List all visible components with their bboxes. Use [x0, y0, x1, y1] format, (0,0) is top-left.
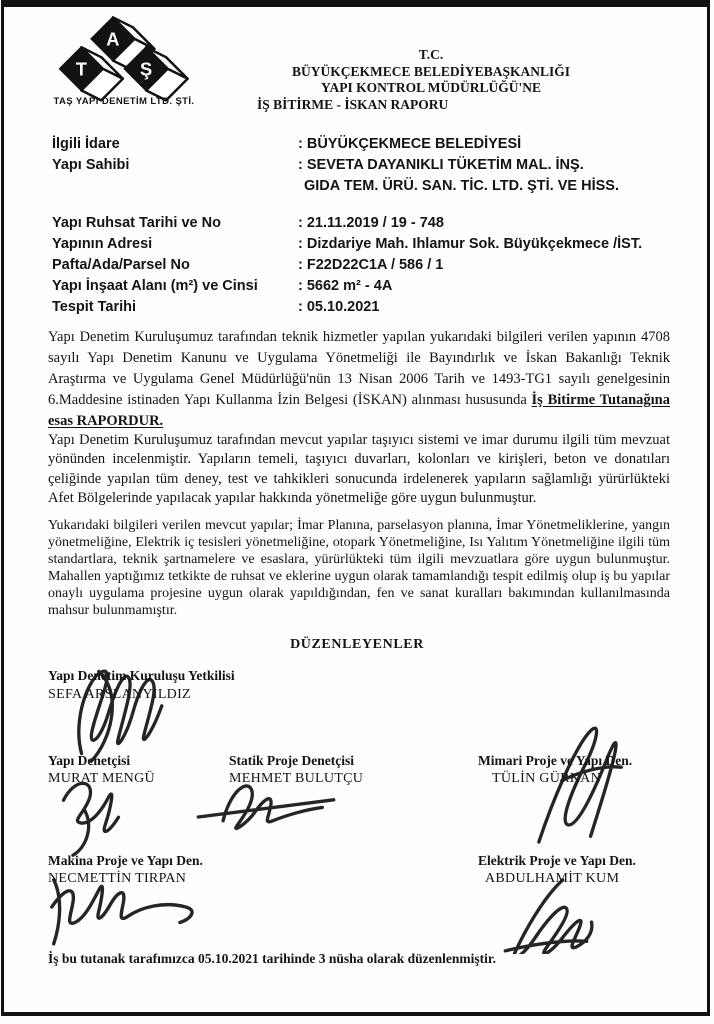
field-label: Yapı Ruhsat Tarihi ve No: [52, 215, 221, 231]
header-line-directorate: YAPI KONTROL MÜDÜRLÜĞÜ'NE: [320, 80, 542, 95]
field-label: Tespit Tarihi: [52, 299, 137, 315]
signatory-name: ABDULHAMİT KUM: [485, 871, 620, 886]
signatory-title: Makina Proje ve Yapı Den.: [48, 853, 203, 868]
paragraph-text: Yapı Denetim Kuruluşumuz tarafından teknik hizmetler yapılan yukarıdaki bilgileri verilen yapının 4708 sayılı Yapı Denetim Kanunu ve Uygulama Yönetmeliği ile Bayındırlık ve İskan Bakanlığı Teknik Araştırma ve Uygulama Genel Müdürlüğü'nün 13 Nisan 2006 Tarih ve 1493-TG1 sayılı genelgesinin 6.Maddesine istinaden Yapı Kullanma İzin Belgesi (İSKAN) alınması hususunda: [48, 328, 670, 408]
logo-caption: TAŞ YAPI DENETİM LTD. ŞTİ.: [53, 96, 195, 107]
field-tespit-tarihi: [52, 299, 684, 319]
field-value: : Dizdariye Mah. Ihlamur Sok. Büyükçekmece /İST.: [298, 236, 643, 252]
signatory-title: Statik Proje Denetçisi: [229, 753, 354, 768]
signature-tulin-gurkan: [512, 718, 627, 850]
paragraph-compliance: Yukarıdaki bilgileri verilen mevcut yapılar; İmar Planına, parselasyon planına, İmar Yönetmeliklerine, yangın yönetmeliğine, Elektrik iç tesisleri yönetmeliğine, otopark Yönetmeliğine, Isı Yalıtım Yönetmeliğine ilgili tüm standartlara, teknik şartnamelere ve esaslara, yürürlükteki tüm ilgili mevzuatlara göre uygun bulunmuştur. Mahallen yaptığımız tetkikte de ruhsat ve eklerine uygun olarak tamamlandığı tespit edilmiş olup iş bu yapılar onaylı uygulama projesine uygun olarak yapıldığından, fen ve sanat kuralları bakımından kullanılmasında mahsur bulunmamıştır.: [48, 518, 670, 618]
signatory-title: Yapı Denetçisi: [48, 753, 131, 768]
field-yapi-sahibi: [52, 157, 684, 177]
signature-murat-mengu: [52, 768, 147, 858]
paragraph-report-basis: [48, 327, 670, 432]
signature-necmettin-tirpan: [44, 862, 209, 950]
signatory-name: MURAT MENGÜ: [48, 771, 155, 786]
field-value: : 05.10.2021: [298, 299, 380, 315]
footer-note: İş bu tutanak tarafımızca 05.10.2021 tarihinde 3 nüsha olarak düzenlenmiştir.: [48, 951, 497, 966]
field-value: : 5662 m² - 4A: [298, 278, 393, 294]
logo-letter-s: Ş: [139, 58, 153, 80]
signatory-name: TÜLİN GÜRKAN: [492, 771, 601, 786]
signatory-name: NECMETTİN TIRPAN: [48, 871, 187, 886]
field-value: : F22D22C1A / 586 / 1: [298, 257, 444, 273]
signature-sefa-arslanyildiz: [68, 660, 183, 765]
field-label: Pafta/Ada/Parsel No: [52, 257, 190, 273]
signatory-title: Mimari Proje ve Yapı Den.: [478, 753, 633, 768]
field-value: : BÜYÜKÇEKMECE BELEDİYESİ: [298, 136, 522, 152]
field-label: Yapı Sahibi: [52, 157, 130, 173]
header-line-report-title: İŞ BİTİRME - İSKAN RAPORU: [257, 96, 449, 112]
underlined-report-statement: İş Bitirme Tutanağına esas RAPORDUR.: [48, 391, 670, 429]
document-header: [257, 47, 605, 113]
header-line-municipality: BÜYÜKÇEKMECE BELEDİYEBAŞKANLIĞI: [292, 63, 570, 79]
field-value: : SEVETA DAYANIKLI TÜKETİM MAL. İNŞ.: [298, 157, 584, 173]
field-value-continued: GIDA TEM. ÜRÜ. SAN. TİC. LTD. ŞTİ. VE HİSS.: [304, 178, 619, 194]
field-insaat-alani: [52, 278, 684, 298]
signatory-title: Elektrik Proje ve Yapı Den.: [478, 853, 636, 868]
field-yapi-sahibi-line2: [52, 178, 684, 198]
company-logo-icon: [58, 14, 191, 107]
field-ruhsat-tarihi: [52, 215, 684, 235]
signature-abdulhamit-kum: [488, 872, 603, 954]
logo-letter-t: T: [75, 58, 87, 80]
signatory-name: SEFA ARSLANYILDIZ: [48, 687, 191, 702]
signatory-title: Yapı Denetim Kuruluşu Yetkilisi: [48, 668, 235, 683]
header-line-tc: T.C.: [418, 47, 444, 62]
section-heading-duzenleyenler: DÜZENLEYENLER: [290, 637, 424, 652]
signature-mehmet-bulutcu: [192, 775, 340, 837]
field-ilgili-idare: [52, 136, 684, 156]
paragraph-structural-review: Yapı Denetim Kuruluşumuz tarafından mevcut yapılar taşıyıcı sistemi ve imar durumu ilgili tüm mevzuat yönünden incelenmiştir. Yapıların temeli, taşıyıcı duvarları, kolonları ve kirişleri, beton ve donatıları çeliğinde yapılan tüm deney, test ve tahkikleri sonucunda irdelenerek yapıların sağlamlığı yürürlükteki Afet Bölgelerinde yapılacak yapılar hakkında yönetmeliğe göre uygun bulunmuştur.: [48, 431, 670, 506]
field-adres: [52, 236, 684, 256]
signatory-name: MEHMET BULUTÇU: [229, 771, 364, 786]
field-label: İlgili İdare: [52, 136, 120, 152]
field-label: Yapı İnşaat Alanı (m²) ve Cinsi: [52, 278, 258, 294]
field-pafta-ada-parsel: [52, 257, 684, 277]
logo-letter-a: A: [106, 28, 120, 50]
field-value: : 21.11.2019 / 19 - 748: [298, 215, 444, 231]
field-label: Yapının Adresi: [52, 236, 153, 252]
